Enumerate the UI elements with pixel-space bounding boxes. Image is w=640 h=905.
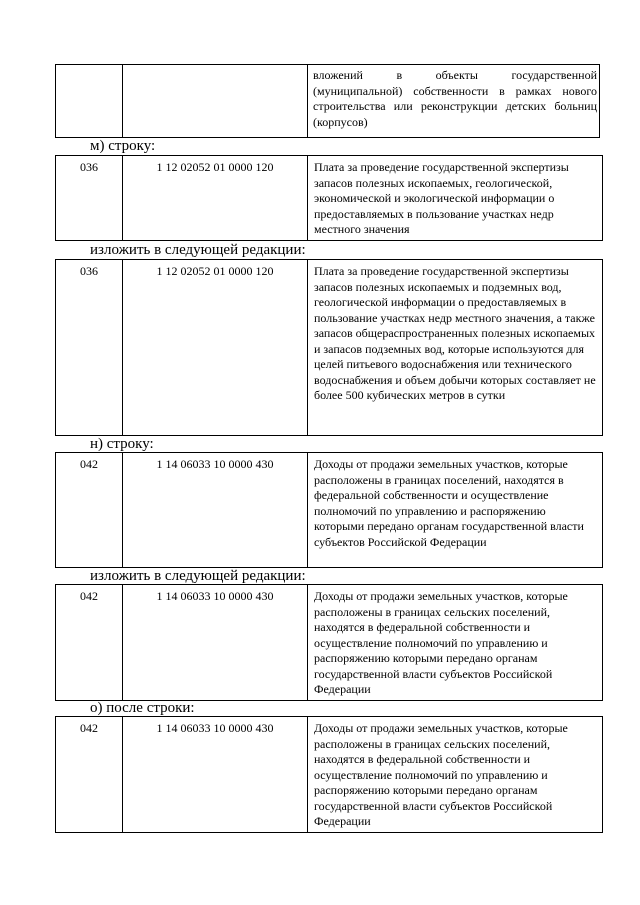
- row-number-cell: 042: [56, 585, 123, 701]
- classification-code-cell: 1 12 02052 01 0000 120: [123, 156, 308, 241]
- table-row: [56, 453, 603, 568]
- classification-code-cell: [123, 65, 308, 138]
- section-caption-n: н) строку:: [90, 436, 154, 452]
- row-number-cell: 036: [56, 156, 123, 241]
- table-continuation: [55, 64, 600, 138]
- row-number-cell: 036: [56, 260, 123, 436]
- description-cell: Доходы от продажи земельных участков, которые расположены в границах поселений, находятся в федеральной собственности и осуществление полномочий по управлению и распоряжению которыми передано органам государственной власти субъектов Российской Федерации: [308, 453, 603, 568]
- section-caption-m: м) строку:: [90, 138, 156, 154]
- table-row: [56, 260, 603, 436]
- description-cell: Плата за проведение государственной экспертизы запасов полезных ископаемых и подземных вод, геологической информации о предоставляемых в пользование участках недр местного значения, а также запасов общераспространенных полезных ископаемых и запасов подземных вод, которые используются для целей питьевого водоснабжения или технического водоснабжения и объем добычи которых составляет не более 500 кубических метров в сутки: [308, 260, 603, 436]
- table-row-m-old: [55, 155, 603, 241]
- table-row-o: [55, 716, 603, 833]
- table-row: [56, 156, 603, 241]
- section-caption-o: о) после строки:: [90, 700, 195, 716]
- classification-code-cell: 1 14 06033 10 0000 430: [123, 585, 308, 701]
- table-row-n-new: [55, 584, 603, 701]
- description-cell: вложений в объекты государственной (муниципальной) собственности в рамках нового строительства или реконструкции детских больниц (корпусов): [308, 65, 600, 138]
- row-number-cell: 042: [56, 717, 123, 833]
- section-caption-n-new: изложить в следующей редакции:: [90, 568, 306, 584]
- row-number-cell: 042: [56, 453, 123, 568]
- description-cell: Плата за проведение государственной экспертизы запасов полезных ископаемых, геологической, экономической и экологической информации о предоставляемых в пользование участках недр местного значения: [308, 156, 603, 241]
- table-row: [56, 585, 603, 701]
- classification-code-cell: 1 14 06033 10 0000 430: [123, 717, 308, 833]
- table-row-m-new: [55, 259, 603, 436]
- row-number-cell: [56, 65, 123, 138]
- description-cell: Доходы от продажи земельных участков, которые расположены в границах сельских поселений, находятся в федеральной собственности и осуществление полномочий по управлению и распоряжению которыми передано органам государственной власти субъектов Российской Федерации: [308, 717, 603, 833]
- table-row: [56, 717, 603, 833]
- table-row-n-old: [55, 452, 603, 568]
- section-caption-m-new: изложить в следующей редакции:: [90, 242, 306, 258]
- table-row: [56, 65, 600, 138]
- description-cell: Доходы от продажи земельных участков, которые расположены в границах сельских поселений, находятся в федеральной собственности и осуществление полномочий по управлению и распоряжению которыми передано органам государственной власти субъектов Российской Федерации: [308, 585, 603, 701]
- classification-code-cell: 1 12 02052 01 0000 120: [123, 260, 308, 436]
- classification-code-cell: 1 14 06033 10 0000 430: [123, 453, 308, 568]
